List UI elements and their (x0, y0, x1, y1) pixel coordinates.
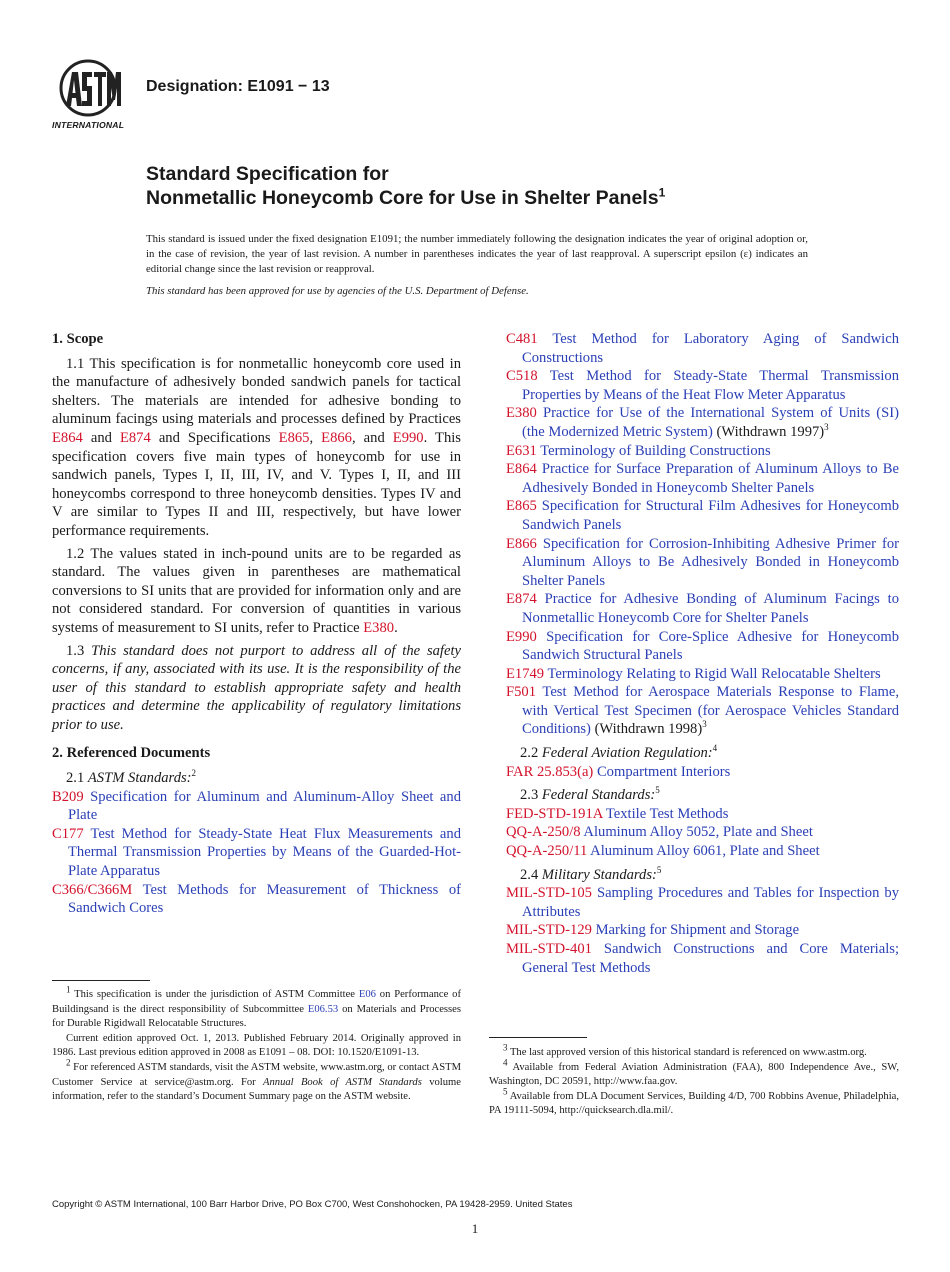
link-e864[interactable]: E864 (52, 429, 83, 446)
footnote-rule-right (489, 1037, 587, 1038)
reference-title-link[interactable]: Compartment Interiors (593, 763, 731, 780)
footnote-text: Available from DLA Document Services, Building 4/D, 700 Robbins Avenue, Philadelphia, PA 19111-5094, http://quicksearch.dla.mil/. (489, 1090, 899, 1117)
reference-entry (506, 404, 899, 441)
reference-code-link[interactable]: E990 (506, 628, 537, 645)
scope-text: , (309, 429, 322, 446)
reference-title-link[interactable]: Practice for Surface Preparation of Aluminum Alloys to Be Adhesively Bonded in Honeycomb Shelter Panels (522, 461, 899, 496)
footnote-text: Available from Federal Aviation Administration (FAA), 800 Independence Ave., SW, Washington, DC 20591, http://www.faa.gov. (489, 1061, 899, 1088)
title-line-1: Standard Specification for (146, 163, 389, 185)
reference-code-link[interactable]: E1749 (506, 665, 545, 682)
reference-entry (52, 788, 461, 825)
reference-code-link[interactable]: MIL-STD-129 (506, 922, 592, 939)
footnote-marker: 5 (655, 785, 660, 796)
federal-reference-list (506, 805, 899, 861)
reference-code-link[interactable]: C177 (52, 825, 84, 842)
paragraph-number: 2.4 (520, 866, 542, 883)
link-e06-53[interactable]: E06.53 (307, 1003, 339, 1015)
reference-code-link[interactable]: E874 (506, 591, 537, 608)
logo-wordmark: INTERNATIONAL (52, 120, 125, 130)
link-e06[interactable]: E06 (358, 989, 376, 1000)
paragraph-number: 2.1 (66, 770, 88, 787)
scope-text: , and (351, 429, 393, 446)
link-e866[interactable]: E866 (321, 429, 352, 446)
footnote-marker: 4 (712, 743, 718, 754)
reference-code-link[interactable]: C366/C366M (52, 881, 133, 898)
reference-title-link[interactable]: Sampling Procedures and Tables for Inspection by Attributes (522, 885, 899, 920)
footnote-2 (52, 1057, 461, 1105)
paragraph-number: 2.2 (520, 745, 542, 762)
scope-text: 1.2 The values stated in inch-pound units are to be regarded as standard. The values given in parentheses are mathematical conversions to SI units that are provided for information only and are not considered standard. For conversion of quantities in various systems of measurement to SI units, refer to Practice (52, 545, 461, 636)
astm-logo (52, 58, 134, 132)
subsection-label: Military Standards: (541, 866, 657, 883)
reference-entry (506, 442, 899, 461)
link-e874[interactable]: E874 (119, 429, 151, 446)
withdrawn-note: (Withdrawn 1997) (712, 423, 825, 440)
dod-approval-note: This standard has been approved for use by agencies of the U.S. Department of Defense. (146, 285, 529, 297)
reference-title-link[interactable]: Test Method for Laboratory Aging of Sandwich Constructions (522, 331, 899, 366)
reference-entry (506, 823, 899, 842)
link-e865[interactable]: E865 (278, 429, 310, 446)
reference-code-link[interactable]: C481 (506, 331, 538, 347)
refdocs-heading: 2. Referenced Documents (52, 745, 211, 762)
reference-code-link[interactable]: FAR 25.853(a) (506, 763, 594, 780)
link-e380[interactable]: E380 (363, 619, 395, 636)
reference-code-link[interactable]: E866 (506, 535, 537, 552)
footnote-text: on Performance of Buildingsand is the direct responsibility of Subcommittee (52, 989, 461, 1015)
reference-title-link[interactable]: Aluminum Alloy 5052, Plate and Sheet (580, 824, 813, 841)
reference-entry (506, 805, 899, 824)
faa-label (520, 744, 899, 763)
military-standards-label (520, 866, 899, 885)
scope-paragraph-1-3 (52, 642, 461, 735)
paragraph-number: 1.3 (66, 642, 92, 659)
footnote-italic: Annual Book of ASTM Standards (263, 1076, 422, 1088)
safety-caveat: This standard does not purport to address all of the safety concerns, if any, associated with its use. It is the responsibility of the user of this standard to establish appropriate safety and health practices and determine the applicability of regulatory limitations prior to use. (52, 642, 461, 733)
reference-code-link[interactable]: FED-STD-191A (506, 805, 603, 822)
scope-heading: 1. Scope (52, 331, 104, 347)
reference-entry (506, 884, 899, 921)
left-column (52, 330, 461, 918)
footnote-text: For referenced ASTM standards, visit the ASTM website, www.astm.org, or contact ASTM Customer Service at service@astm.org. For (52, 1061, 461, 1088)
reference-code-link[interactable]: E631 (506, 442, 537, 459)
reference-entry (506, 763, 899, 782)
reference-code-link[interactable]: F501 (506, 684, 537, 701)
reference-entry (506, 460, 899, 497)
reference-entry (52, 881, 461, 918)
right-column (506, 330, 899, 977)
reference-title-link[interactable]: Terminology of Building Constructions (536, 442, 771, 459)
copyright-line: Copyright © ASTM International, 100 Barr Harbor Drive, PO Box C700, West Conshohocken, PA 19428-2959. United States (52, 1199, 573, 1210)
footnote-marker: 3 (503, 1042, 508, 1053)
footnote-text: volume information, refer to the standard’s Document Summary page on the ASTM website. (52, 1076, 461, 1103)
reference-entry (506, 842, 899, 861)
reference-title-link[interactable]: Test Method for Aerospace Materials Response to Flame, with Vertical Test Specimen (for Aerospace Vehicles Standard Conditions) (522, 684, 899, 738)
footnote-5 (489, 1086, 899, 1119)
footnote-marker: 1 (66, 984, 71, 995)
military-reference-list (506, 884, 899, 977)
footnote-marker: 5 (656, 864, 662, 875)
reference-title-link[interactable]: Practice for Adhesive Bonding of Aluminum Facings to Nonmetallic Honeycomb Core for Shelter Panels (522, 591, 899, 626)
reference-entry (506, 535, 899, 591)
footnote-marker: 2 (66, 1057, 71, 1068)
title-footnote-marker: 1 (658, 185, 666, 200)
astm-reference-list-right (506, 330, 899, 739)
reference-title-link[interactable]: Marking for Shipment and Storage (591, 922, 800, 939)
footnotes-left (52, 984, 461, 1105)
subsection-label: Federal Standards: (541, 787, 656, 804)
reference-entry (506, 628, 899, 665)
reference-title-link[interactable]: Test Method for Steady-State Heat Flux Measurements and Thermal Transmission Properties by Means of the Guarded-Hot-Plate Apparatus (68, 825, 461, 880)
subsection-label: Federal Aviation Regulation: (541, 745, 713, 762)
reference-entry (506, 683, 899, 739)
link-e990[interactable]: E990 (392, 429, 424, 446)
reference-title-link[interactable]: Specification for Corrosion-Inhibiting Adhesive Primer for Aluminum Alloys to Be Adhesively Bonded in Honeycomb Shelter Panels (522, 535, 899, 589)
reference-entry (506, 367, 899, 404)
footnote-3 (489, 1042, 899, 1061)
reference-code-link[interactable]: C518 (506, 368, 538, 385)
document-title (146, 162, 665, 210)
reference-title-link[interactable]: Specification for Aluminum and Aluminum-Alloy Sheet and Plate (68, 788, 461, 824)
withdrawn-note: (Withdrawn 1998) (590, 721, 703, 738)
reference-title-link[interactable]: Practice for Use of the International System of Units (SI) (the Modernized Metric System) (522, 405, 899, 440)
reference-code-link[interactable]: B209 (52, 788, 84, 805)
footnotes-right (489, 1042, 899, 1119)
reference-entry (506, 590, 899, 627)
footnote-marker: 2 (191, 768, 197, 779)
footnote-marker: 4 (503, 1057, 508, 1068)
reference-code-link[interactable]: MIL-STD-105 (506, 885, 592, 902)
footnote-1 (52, 984, 461, 1032)
reference-title-link[interactable]: Textile Test Methods (602, 805, 729, 822)
reference-code-link[interactable]: MIL-STD-401 (506, 941, 592, 957)
reference-entry (506, 940, 899, 977)
scope-text: . This specification covers five main types of honeycomb for use in sandwich panels, Types I, II, III, IV, and V. Types I, II, and III honeycombs correspond to three honeycomb densities. Types IV and V are similar to Types II and III, respectively, but have lower performance requirements. (52, 429, 461, 539)
reference-entry (52, 825, 461, 881)
page-number: 1 (471, 1221, 479, 1236)
reference-title-link[interactable]: Aluminum Alloy 6061, Plate and Sheet (587, 843, 820, 860)
footnote-text: on Materials and Processes for Durable Rigidwall Relocatable Structures. (52, 1003, 461, 1030)
edition-note: Current edition approved Oct. 1, 2013. Published February 2014. Originally approved in 1986. Last previous edition approved in 2008 as E1091 – 08. DOI: 10.1520/E1091-13. (52, 1032, 461, 1059)
federal-standards-label (520, 786, 899, 805)
scope-text: 1.1 This specification is for nonmetallic honeycomb core used in the manufacture of adhesively bonded sandwich panels for tactical shelters. The materials are intended for adhesive bonding to aluminum facings using materials and processes defined by Practices (52, 355, 461, 428)
reference-entry (506, 921, 899, 940)
footnote-text: The last approved version of this historical standard is referenced on www.astm.org. (507, 1047, 867, 1058)
reference-code-link[interactable]: E865 (506, 498, 537, 515)
issue-note: This standard is issued under the fixed designation E1091; the number immediately following the designation indicates the year of original adoption or, in the case of revision, the year of last revision. A number in parentheses indicates the year of last reapproval. A superscript epsilon (ε) indicates an editorial change since the last revision or reapproval. (146, 233, 808, 275)
designation: Designation: E1091 − 13 (146, 78, 330, 95)
astm-reference-list-left (52, 788, 461, 918)
astm-standards-label (66, 769, 461, 788)
reference-title-link[interactable]: Test Methods for Measurement of Thickness of Sandwich Cores (68, 881, 461, 917)
reference-entry (506, 497, 899, 534)
reference-title-link[interactable]: Specification for Structural Film Adhesives for Honeycomb Sandwich Panels (522, 498, 899, 533)
reference-title-link[interactable]: Terminology Relating to Rigid Wall Relocatable Shelters (544, 665, 881, 682)
footnote-4 (489, 1057, 899, 1090)
reference-code-link[interactable]: E380 (506, 405, 537, 422)
faa-reference-list (506, 763, 899, 782)
subsection-label: ASTM Standards: (87, 770, 192, 787)
footnote-marker: 3 (702, 719, 707, 730)
paragraph-number: 2.3 (520, 787, 542, 804)
footnote-marker: 5 (503, 1086, 508, 1097)
reference-code-link[interactable]: QQ-A-250/8 (506, 824, 581, 841)
reference-title-link[interactable]: Test Method for Steady-State Thermal Transmission Properties by Means of the Heat Flow Meter Apparatus (522, 368, 899, 403)
scope-text: and Specifications (150, 429, 279, 446)
reference-entry (506, 330, 899, 367)
scope-paragraph-1-1 (52, 355, 461, 541)
reference-code-link[interactable]: QQ-A-250/11 (506, 843, 588, 860)
scope-paragraph-1-2 (52, 545, 461, 638)
reference-title-link[interactable]: Specification for Core-Splice Adhesive for Honeycomb Sandwich Structural Panels (522, 628, 899, 664)
reference-title-link[interactable]: Sandwich Constructions and Core Materials; General Test Methods (522, 941, 899, 976)
footnote-text: This specification is under the jurisdiction of ASTM Committee (70, 989, 359, 1000)
footnote-marker: 3 (824, 422, 829, 433)
reference-code-link[interactable]: E864 (506, 461, 537, 478)
scope-text: and (82, 429, 120, 446)
reference-entry (506, 665, 899, 684)
title-line-2: Nonmetallic Honeycomb Core for Use in Shelter Panels (146, 187, 659, 209)
scope-text: . (394, 619, 398, 636)
footnote-rule-left (52, 980, 150, 981)
